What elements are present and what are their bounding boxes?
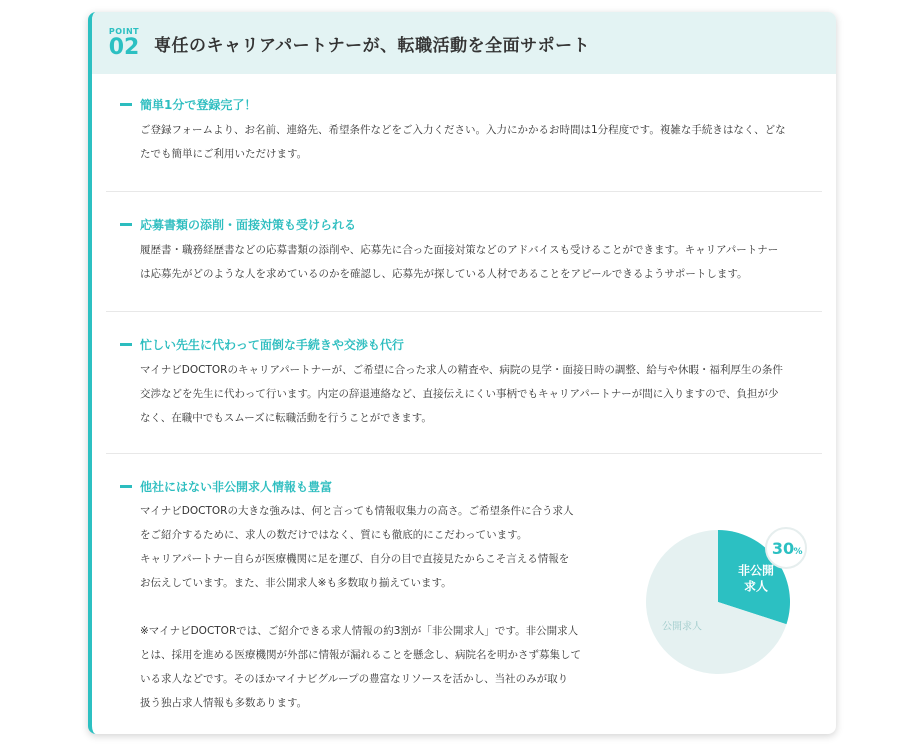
card-title: 専任のキャリアパートナーが、転職活動を全面サポート	[154, 35, 591, 56]
section-heading-text: 忙しい先生に代わって面倒な手続きや交渉も代行	[140, 338, 404, 352]
percent-callout-value: 30	[771, 539, 795, 558]
body-line: なく、在職中でもスムーズに転職活動を行うことができます。	[140, 412, 432, 424]
divider	[106, 311, 822, 312]
dash-icon	[120, 223, 132, 226]
body-line: 扱う独占求人情報も多数あります。	[140, 697, 308, 709]
body-line: は応募先がどのような人を求めているのかを確認し、応募先が探している人材であることをアピールできるようサポートします。	[140, 268, 748, 280]
point-badge	[108, 27, 140, 59]
pie-label-public: 公開求人	[661, 621, 702, 633]
body-line: ※マイナビDOCTORでは、ご紹介できる求人情報の約3割が「非公開求人」です。非公開求人	[140, 625, 579, 637]
body-line: いる求人などです。そのほかマイナビグループの豊富なリソースを活かし、当社のみが取り	[140, 673, 569, 685]
percent-callout-unit: %	[793, 547, 803, 557]
pie-label-private: 非公開	[738, 563, 775, 578]
section-heading-text: 他社にはない非公開求人情報も豊富	[140, 480, 333, 494]
body-line: 履歴書・職務経歴書などの応募書類の添削や、応募先に合った面接対策などのアドバイスも受けることができます。キャリアパートナー	[140, 244, 779, 256]
section-heading-text: 簡単1分で登録完了！	[140, 98, 257, 112]
point-number: 02	[108, 35, 140, 60]
body-line: 交渉などを先生に代わって行います。内定の辞退連絡など、直接伝えにくい事柄でもキャリアパートナーが間に入りますので、負担が少	[140, 388, 779, 400]
body-line: マイナビDOCTORのキャリアパートナーが、ご希望に合った求人の精査や、病院の見学・面接日時の調整、給与や休暇・福利厚生の条件	[140, 364, 783, 376]
body-line: お伝えしています。また、非公開求人※も多数取り揃えています。	[140, 577, 452, 589]
section-heading-text: 応募書類の添削・面接対策も受けられる	[140, 218, 357, 232]
body-line: マイナビDOCTORの大きな強みは、何と言っても情報収集力の高さ。ご希望条件に合う求人	[140, 505, 574, 517]
section-heading-registration	[120, 96, 256, 113]
point-label: POINT	[108, 27, 140, 36]
divider	[106, 191, 822, 192]
body-line: ご登録フォームより、お名前、連絡先、希望条件などをご入力ください。入力にかかるお時間は1分程度です。複雑な手続きはなく、どな	[140, 124, 786, 136]
dash-icon	[120, 485, 132, 488]
dash-icon	[120, 103, 132, 106]
section-body-private-listings	[140, 499, 581, 715]
section-body-documents	[140, 238, 778, 286]
dash-icon	[120, 343, 132, 346]
divider	[106, 453, 822, 454]
section-heading-negotiation	[120, 336, 404, 353]
section-heading-private-listings	[120, 478, 332, 495]
section-body-negotiation	[140, 358, 783, 430]
card-header	[92, 12, 836, 74]
body-line: をご紹介するために、求人の数だけではなく、質にも徹底的にこだわっています。	[140, 529, 528, 541]
body-spacer	[140, 595, 581, 619]
body-line: たでも簡単にご利用いただけます。	[140, 148, 308, 160]
pie-chart	[644, 520, 836, 670]
body-line: キャリアパートナー自らが医療機関に足を運び、自分の目で直接見たからこそ言える情報を	[140, 553, 570, 565]
pie-label-private: 求人	[744, 579, 769, 594]
body-line: とは、採用を進める医療機関が外部に情報が漏れることを懸念し、病院名を明かさず募集して	[140, 649, 581, 661]
feature-card	[88, 12, 836, 734]
section-heading-documents	[120, 216, 356, 233]
pie-chart-svg	[644, 520, 836, 680]
section-body-registration	[140, 118, 786, 166]
